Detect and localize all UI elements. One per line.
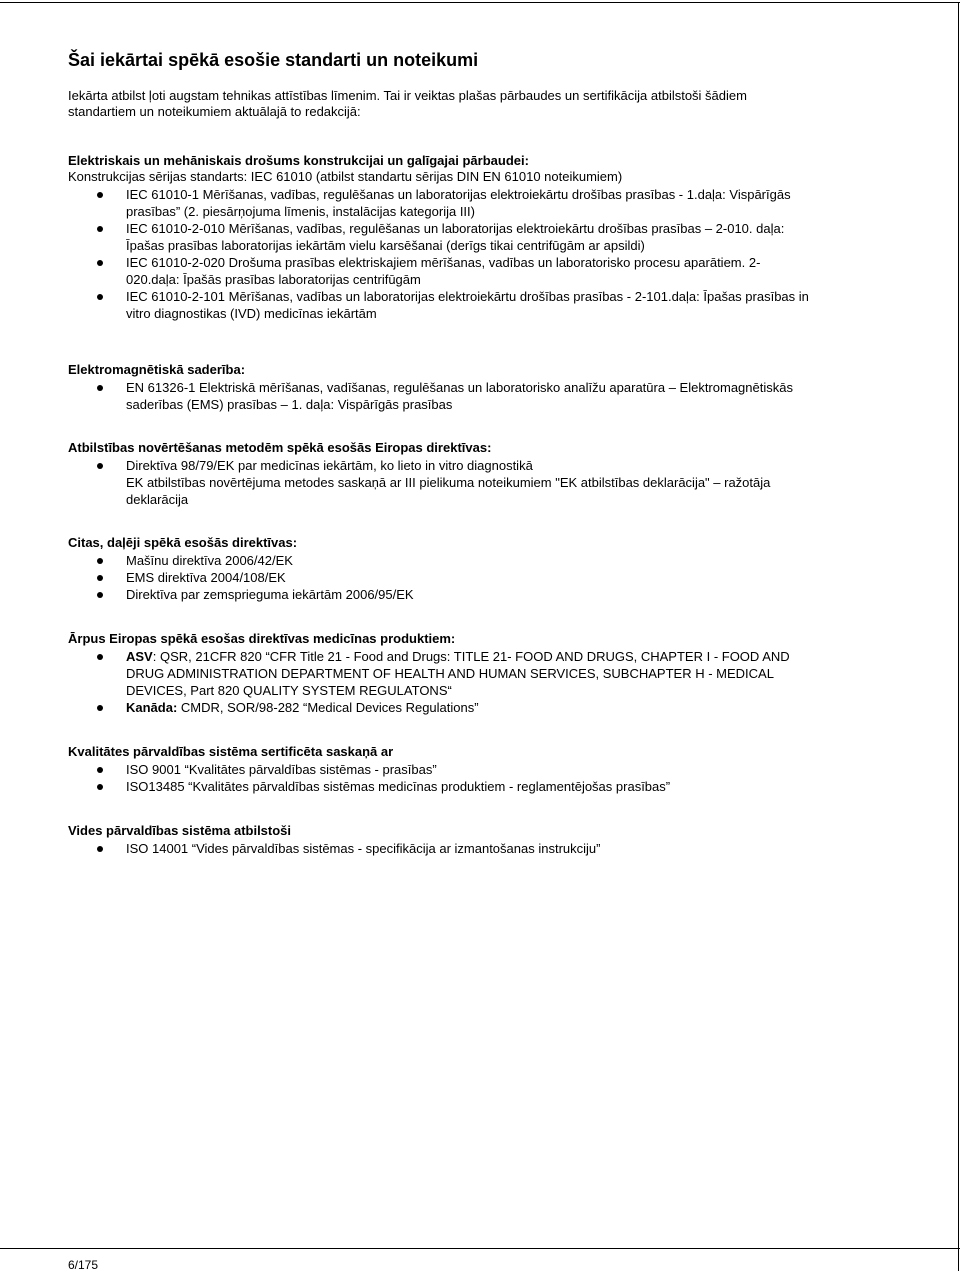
list-item: ASV: QSR, 21CFR 820 “CFR Title 21 - Food and Drugs: TITLE 21- FOOD AND DRUGS, CHAPTER I - FOOD AND DRUG ADMINISTRATION DEPARTMENT OF HEALTH AND HUMAN SERVICES, SUBCHAPTER H - MEDICAL DEVICES, Part 820 QUALITY SYSTEM REGULATONS“	[68, 648, 811, 699]
section-subtitle: Konstrukcijas sērijas standarts: IEC 61010 (atbilst standartu sērijas DIN EN 61010 noteikumiem)	[68, 169, 623, 184]
bullet-icon	[97, 260, 103, 266]
page-title: Šai iekārtai spēkā esošie standarti un noteikumi	[68, 50, 479, 70]
list-item: Direktīva par zemsprieguma iekārtām 2006/95/EK	[68, 586, 811, 603]
list-item: Direktīva 98/79/EK par medicīnas iekārtām, ko lieto in vitro diagnostikā	[68, 457, 811, 474]
top-border	[0, 2, 960, 3]
list-item: IEC 61010-1 Mērīšanas, vadības, regulēšanas un laboratorijas elektroiekārtu drošības prasības - 1.daļa: Vispārīgās prasības” (2. piesārņojuma līmenis, instalācijas kategorija III)	[68, 186, 811, 220]
section-quality-management	[68, 744, 828, 795]
list-item: IEC 61010-2-020 Drošuma prasības elektriskajiem mērīšanas, vadības un laboratorisko procesu aparātiem. 2-020.daļa: Īpašās prasības laboratorijas centrifūgām	[68, 254, 811, 288]
bullet-icon	[97, 705, 103, 711]
section-eu-directives	[68, 440, 828, 508]
list-item: Kanāda: CMDR, SOR/98-282 “Medical Devices Regulations”	[68, 699, 811, 716]
section-other-directives	[68, 535, 828, 603]
section-title: Vides pārvaldības sistēma atbilstoši	[68, 823, 292, 838]
section-title: Atbilstības novērtēšanas metodēm spēkā esošās Eiropas direktīvas:	[68, 440, 492, 455]
list-item: IEC 61010-2-101 Mērīšanas, vadības un laboratorijas elektroiekārtu drošības prasības - 2-101.daļa: Īpašas prasības in vitro diagnostikas (IVD) medicīnas iekārtām	[68, 288, 811, 322]
standards-list	[68, 186, 828, 322]
section-environmental-management	[68, 823, 828, 857]
country-label: Kanāda:	[126, 700, 178, 715]
standards-list	[68, 761, 828, 795]
bullet-icon	[97, 192, 103, 198]
section-electrical-safety	[68, 153, 828, 322]
list-item: ISO 9001 “Kvalitātes pārvaldības sistēmas - prasības”	[68, 761, 811, 778]
section-title: Citas, daļēji spēkā esošās direktīvas:	[68, 535, 298, 550]
directives-list	[68, 648, 828, 716]
bullet-icon	[97, 385, 103, 391]
document-body	[68, 48, 828, 857]
bullet-icon	[97, 846, 103, 852]
list-item: IEC 61010-2-010 Mērīšanas, vadības, regulēšanas un laboratorijas elektroiekārtu drošības prasības – 2-010. daļa: Īpašas prasības laboratorijas iekārtām vielu karsēšanai (derīgs tikai centrifūgām ar apsildi)	[68, 220, 811, 254]
section-title: Elektriskais un mehāniskais drošums konstrukcijai un galīgajai pārbaudei:	[68, 153, 529, 168]
list-item: EMS direktīva 2004/108/EK	[68, 569, 811, 586]
section-title: Elektromagnētiskā saderība:	[68, 362, 246, 377]
list-item: ISO 14001 “Vides pārvaldības sistēmas - specifikācija ar izmantošanas instrukciju”	[68, 840, 811, 857]
list-item-continuation: EK atbilstības novērtējuma metodes saskaņā ar III pielikuma noteikumiem "EK atbilstības deklarācija" – ražotāja deklarācija	[126, 475, 771, 507]
footer-divider	[0, 1248, 960, 1249]
bullet-icon	[97, 558, 103, 564]
bullet-icon	[97, 226, 103, 232]
section-non-eu-directives	[68, 631, 828, 716]
bullet-icon	[97, 575, 103, 581]
bullet-icon	[97, 654, 103, 660]
page-number: 6/175	[68, 1258, 99, 1272]
right-border	[958, 2, 959, 1271]
intro-paragraph: Iekārta atbilst ļoti augstam tehnikas attīstības līmenim. Tai ir veiktas plašas pārbaudes un sertifikācija atbilstoši šādiem standartiem un noteikumiem aktuālajā to redakcijā:	[68, 88, 747, 119]
list-item: Mašīnu direktīva 2006/42/EK	[68, 552, 811, 569]
section-title: Ārpus Eiropas spēkā esošas direktīvas medicīnas produktiem:	[68, 631, 456, 646]
bullet-icon	[97, 767, 103, 773]
standards-list	[68, 840, 828, 857]
section-title: Kvalitātes pārvaldības sistēma sertificēta saskaņā ar	[68, 744, 394, 759]
country-label: ASV	[126, 649, 153, 664]
directives-list	[68, 457, 828, 508]
bullet-icon	[97, 463, 103, 469]
list-item: EN 61326-1 Elektriskā mērīšanas, vadīšanas, regulēšanas un laboratorisko analīžu aparatūra – Elektromagnētiskās saderības (EMS) prasības – 1. daļa: Vispārīgās prasības	[68, 379, 811, 413]
section-emc	[68, 362, 828, 413]
standards-list	[68, 379, 828, 413]
bullet-icon	[97, 592, 103, 598]
directives-list	[68, 552, 828, 603]
bullet-icon	[97, 784, 103, 790]
list-item: ISO13485 “Kvalitātes pārvaldības sistēmas medicīnas produktiem - reglamentējošas prasības”	[68, 778, 811, 795]
bullet-icon	[97, 294, 103, 300]
